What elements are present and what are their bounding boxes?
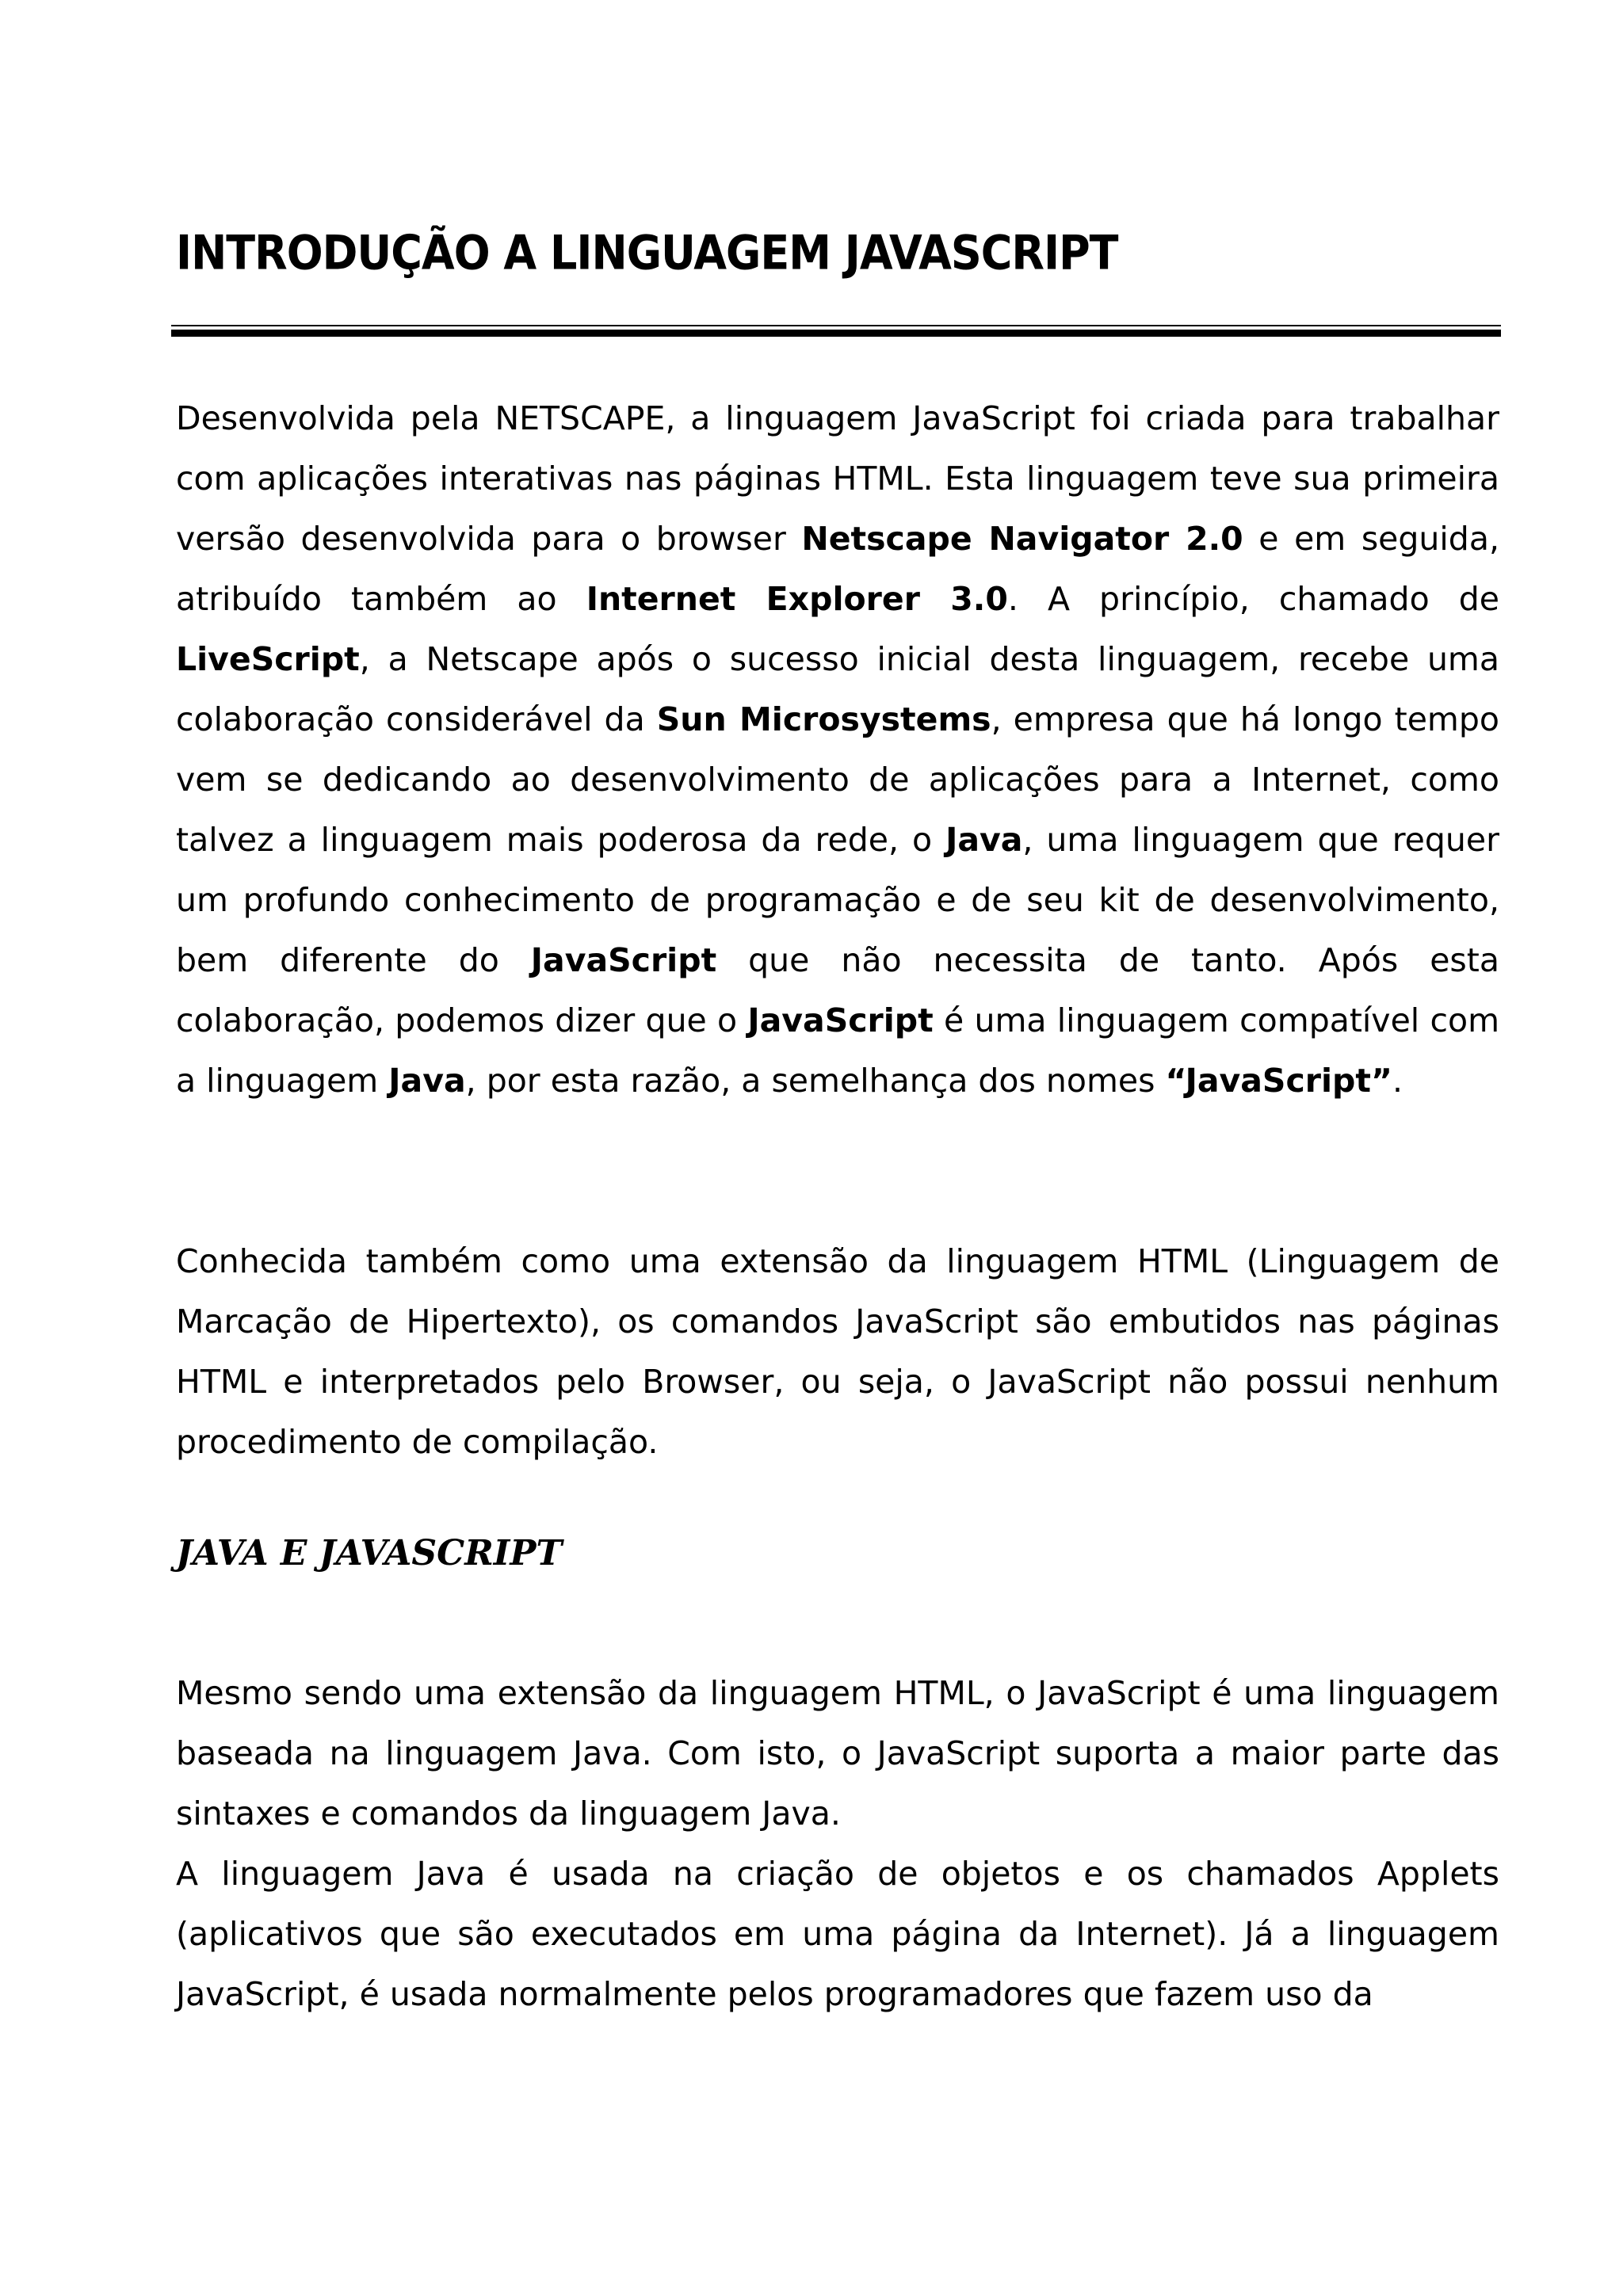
- title-divider-thick-line: [171, 330, 1501, 337]
- extension-paragraph: [176, 1231, 1499, 1472]
- text-run: , empresa que há longo tempo vem se dedicando ao desenvolvimento de aplicações para a Internet, como talvez a linguagem mais poderosa da rede, o: [176, 700, 1499, 859]
- bold-term: JavaScript: [747, 1001, 934, 1039]
- title-divider-thin-line: [171, 325, 1501, 326]
- text-run: é uma linguagem compatível com a linguagem: [176, 1001, 1500, 1100]
- section-heading-java-javascript: JAVA E JAVASCRIPT: [176, 1533, 563, 1573]
- text-run: que não necessita de tanto. Após esta colaboração, podemos dizer que o: [176, 941, 1499, 1039]
- paragraph-text: [176, 388, 1499, 1111]
- bold-term: Internet Explorer 3.0: [586, 580, 1008, 618]
- bold-term: Netscape Navigator 2.0: [801, 520, 1243, 558]
- bold-term: LiveScript: [176, 640, 360, 678]
- text-run: , uma linguagem que requer um profundo conhecimento de programação e de seu kit de desenvolvimento, bem diferente do: [176, 821, 1499, 979]
- paragraph-text: Mesmo sendo uma extensão da linguagem HTML, o JavaScript é uma linguagem baseada na linguagem Java. Com isto, o JavaScript suporta a maior parte das sintaxes e comandos da linguagem Java.: [176, 1674, 1499, 1833]
- text-run: e em seguida, atribuído também ao: [176, 520, 1499, 618]
- bold-term: Java: [388, 1062, 466, 1100]
- text-run: Desenvolvida pela NETSCAPE, a linguagem JavaScript foi criada para trabalhar com aplicações interativas nas páginas HTML. Esta linguagem teve sua primeira versão desenvolvida para o browser: [176, 399, 1499, 558]
- java-javascript-section: [176, 1663, 1499, 2024]
- paragraph-text: A linguagem Java é usada na criação de objetos e os chamados Applets (aplicativos que são executados em uma página da Internet). Já a linguagem JavaScript, é usada normalmente pelos programadores que fazem uso da: [176, 1855, 1499, 2013]
- text-run: .: [1392, 1062, 1403, 1100]
- text-run: , por esta razão, a semelhança dos nomes: [465, 1062, 1166, 1100]
- bold-term: Java: [945, 821, 1023, 859]
- document-title: INTRODUÇÃO A LINGUAGEM JAVASCRIPT: [176, 225, 1118, 280]
- bold-term: “JavaScript”: [1165, 1062, 1392, 1100]
- text-run: . A princípio, chamado de: [1007, 580, 1499, 618]
- text-run: , a Netscape após o sucesso inicial desta linguagem, recebe uma colaboração considerável da: [176, 640, 1499, 738]
- paragraph-text: Conhecida também como uma extensão da linguagem HTML (Linguagem de Marcação de Hipertexto), os comandos JavaScript são embutidos nas páginas HTML e interpretados pelo Browser, ou seja, o JavaScript não possui nenhum procedimento de compilação.: [176, 1242, 1499, 1461]
- title-divider: [171, 325, 1501, 337]
- intro-paragraph: [176, 388, 1499, 1111]
- bold-term: JavaScript: [530, 941, 717, 979]
- bold-term: Sun Microsystems: [656, 700, 991, 738]
